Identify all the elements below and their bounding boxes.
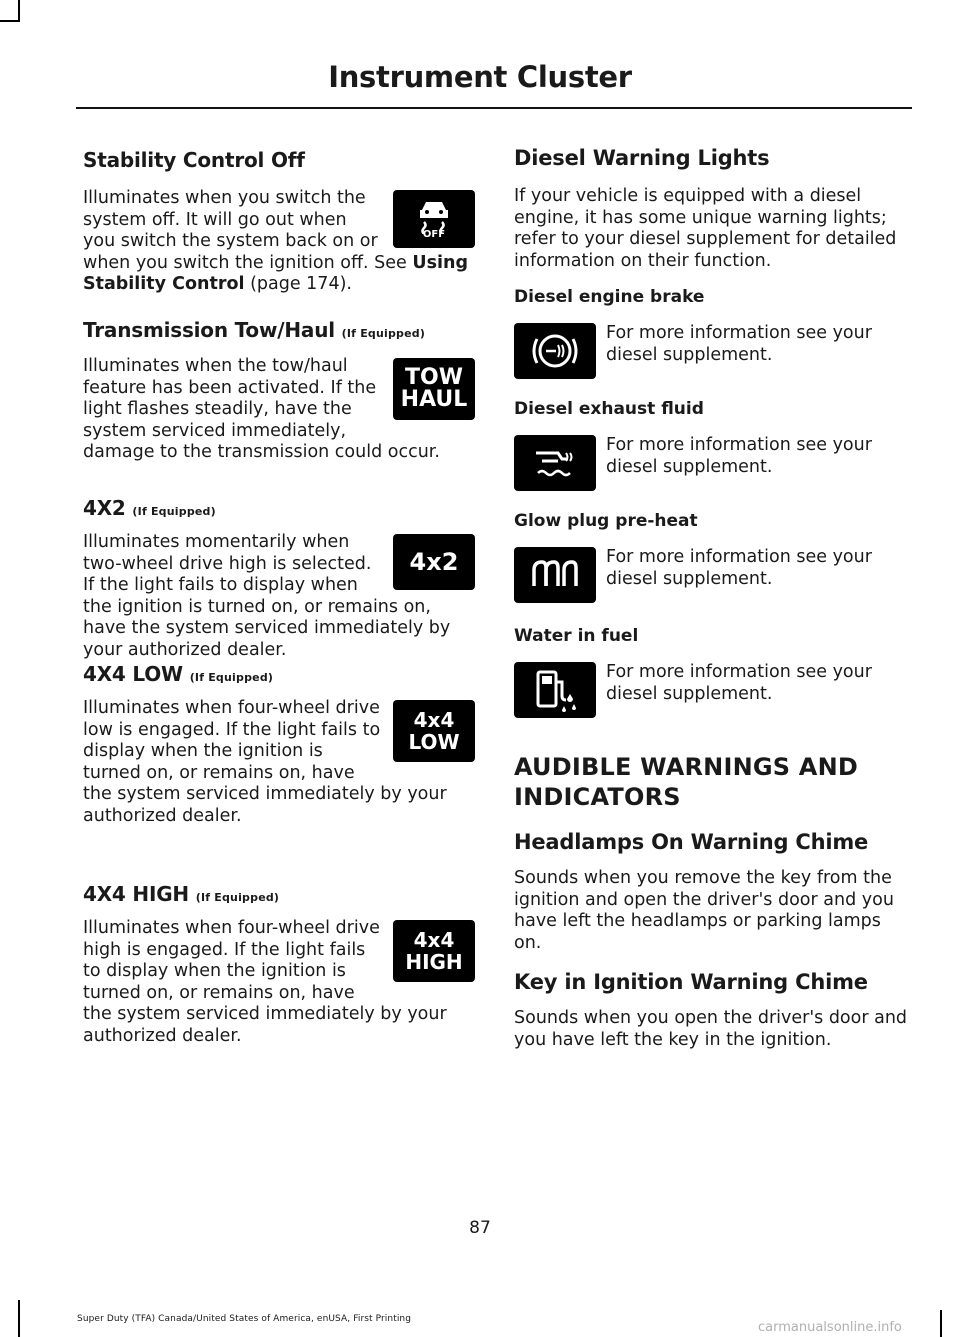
section-heading xyxy=(83,496,475,520)
section-key-chime xyxy=(514,970,908,1051)
section-heading: INDICATORS xyxy=(514,783,681,811)
diesel-engine-brake-row xyxy=(514,323,908,379)
tow-haul-icon xyxy=(393,358,475,420)
cross-reference-link[interactable]: Using Stability Control xyxy=(83,252,468,295)
water-in-fuel-icon xyxy=(514,662,596,718)
item-label: Diesel exhaust fluid xyxy=(514,399,704,419)
footer-text: Super Duty (TFA) Canada/United States of America, enUSA, First Printing xyxy=(77,1314,412,1324)
section-heading: Headlamps On Warning Chime xyxy=(514,830,869,854)
watermark: carmanualsonline.info xyxy=(758,1320,902,1335)
section-body: If your vehicle is equipped with a diesel engine, it has some unique warning lights; refer to your diesel supplement for detailed information on their function. xyxy=(514,186,897,271)
if-equipped-note: (If Equipped) xyxy=(189,671,274,684)
diesel-exhaust-fluid-row xyxy=(514,435,908,491)
icon-line: 4x2 xyxy=(409,548,459,576)
water-in-fuel-row xyxy=(514,662,908,718)
if-equipped-note: (If Equipped) xyxy=(341,327,426,340)
item-label: Diesel engine brake xyxy=(514,287,705,307)
4x4-high-icon xyxy=(393,920,475,982)
4x4-low-icon xyxy=(393,700,475,762)
if-equipped-note: (If Equipped) xyxy=(132,505,216,518)
section-body: Illuminates when four-wheel drive high is engaged. If the light fails to display when the ignition is turned on, or remains on, have the system serviced immediately by your authorized dealer. xyxy=(83,918,447,1046)
section-headlamps-chime xyxy=(514,830,908,954)
glow-plug-icon xyxy=(514,547,596,603)
header-rule xyxy=(76,107,912,109)
icon-line: 4x4 xyxy=(413,928,455,952)
section-body: Illuminates when four-wheel drive low is engaged. If the light fails to display when the ignition is turned on, or remains on, have the system serviced immediately by your authorized dealer. xyxy=(83,698,447,826)
crop-mark xyxy=(18,1300,20,1337)
icon-line: HIGH xyxy=(405,950,463,974)
crop-mark xyxy=(0,20,20,22)
icon-line: LOW xyxy=(408,730,460,754)
heading-text: Transmission Tow/Haul xyxy=(83,318,335,342)
page-number: 87 xyxy=(469,1218,491,1238)
page-reference: (page 174). xyxy=(244,274,352,295)
section-4x2 xyxy=(83,496,475,662)
4x2-icon xyxy=(393,534,475,590)
item-label: Water in fuel xyxy=(514,626,639,646)
section-stability-control-off xyxy=(83,148,475,296)
section-body: Illuminates when the tow/haul feature has been activated. If the light flashes steadily, have the system serviced immediately, damage to the transmission could occur. xyxy=(83,356,440,463)
section-tow-haul xyxy=(83,318,475,464)
body-text: Illuminates when you switch the system off. It will go out when you switch the system back on or when you switch the ignition off. See xyxy=(83,188,413,273)
icon-line: 4x4 xyxy=(413,708,455,732)
icon-line: HAUL xyxy=(400,387,468,412)
heading-text: 4X2 xyxy=(83,496,126,520)
section-heading: Key in Ignition Warning Chime xyxy=(514,970,868,994)
section-diesel-warning-lights xyxy=(514,146,908,272)
section-heading: AUDIBLE WARNINGS AND xyxy=(514,753,858,781)
item-text: For more information see your diesel supplement. xyxy=(606,662,872,704)
glow-plug-row xyxy=(514,547,908,603)
section-heading: Diesel Warning Lights xyxy=(514,146,770,170)
item-text: For more information see your diesel supplement. xyxy=(606,323,872,365)
crop-mark xyxy=(18,0,20,22)
icon-line: TOW xyxy=(405,365,463,390)
section-heading: Stability Control Off xyxy=(83,148,305,172)
section-body: Illuminates momentarily when two-wheel drive high is selected. If the light fails to display when the ignition is turned on, or remains on, have the system serviced immediately by your authorized dealer. xyxy=(83,532,451,660)
crop-mark xyxy=(940,1310,942,1337)
section-audible-warnings xyxy=(514,752,908,812)
page-title: Instrument Cluster xyxy=(328,60,632,94)
icon-off-label: OFF xyxy=(422,229,446,240)
heading-text: 4X4 HIGH xyxy=(83,882,189,906)
exhaust-fluid-icon xyxy=(514,435,596,491)
item-text: For more information see your diesel supplement. xyxy=(606,435,872,477)
section-4x4-low xyxy=(83,662,475,828)
stability-control-off-icon xyxy=(393,190,475,248)
section-body: Sounds when you remove the key from the ignition and open the driver's door and you have left the headlamps or parking lamps on. xyxy=(514,868,894,953)
section-heading xyxy=(83,662,475,686)
item-label: Glow plug pre-heat xyxy=(514,511,698,531)
if-equipped-note: (If Equipped) xyxy=(195,891,280,904)
engine-brake-icon xyxy=(514,323,596,379)
section-heading xyxy=(83,882,475,906)
section-body: Sounds when you open the driver's door and you have left the key in the ignition. xyxy=(514,1008,908,1050)
heading-text: 4X4 LOW xyxy=(83,662,183,686)
item-text: For more information see your diesel supplement. xyxy=(606,547,872,589)
section-heading xyxy=(83,318,475,342)
section-4x4-high xyxy=(83,882,475,1048)
